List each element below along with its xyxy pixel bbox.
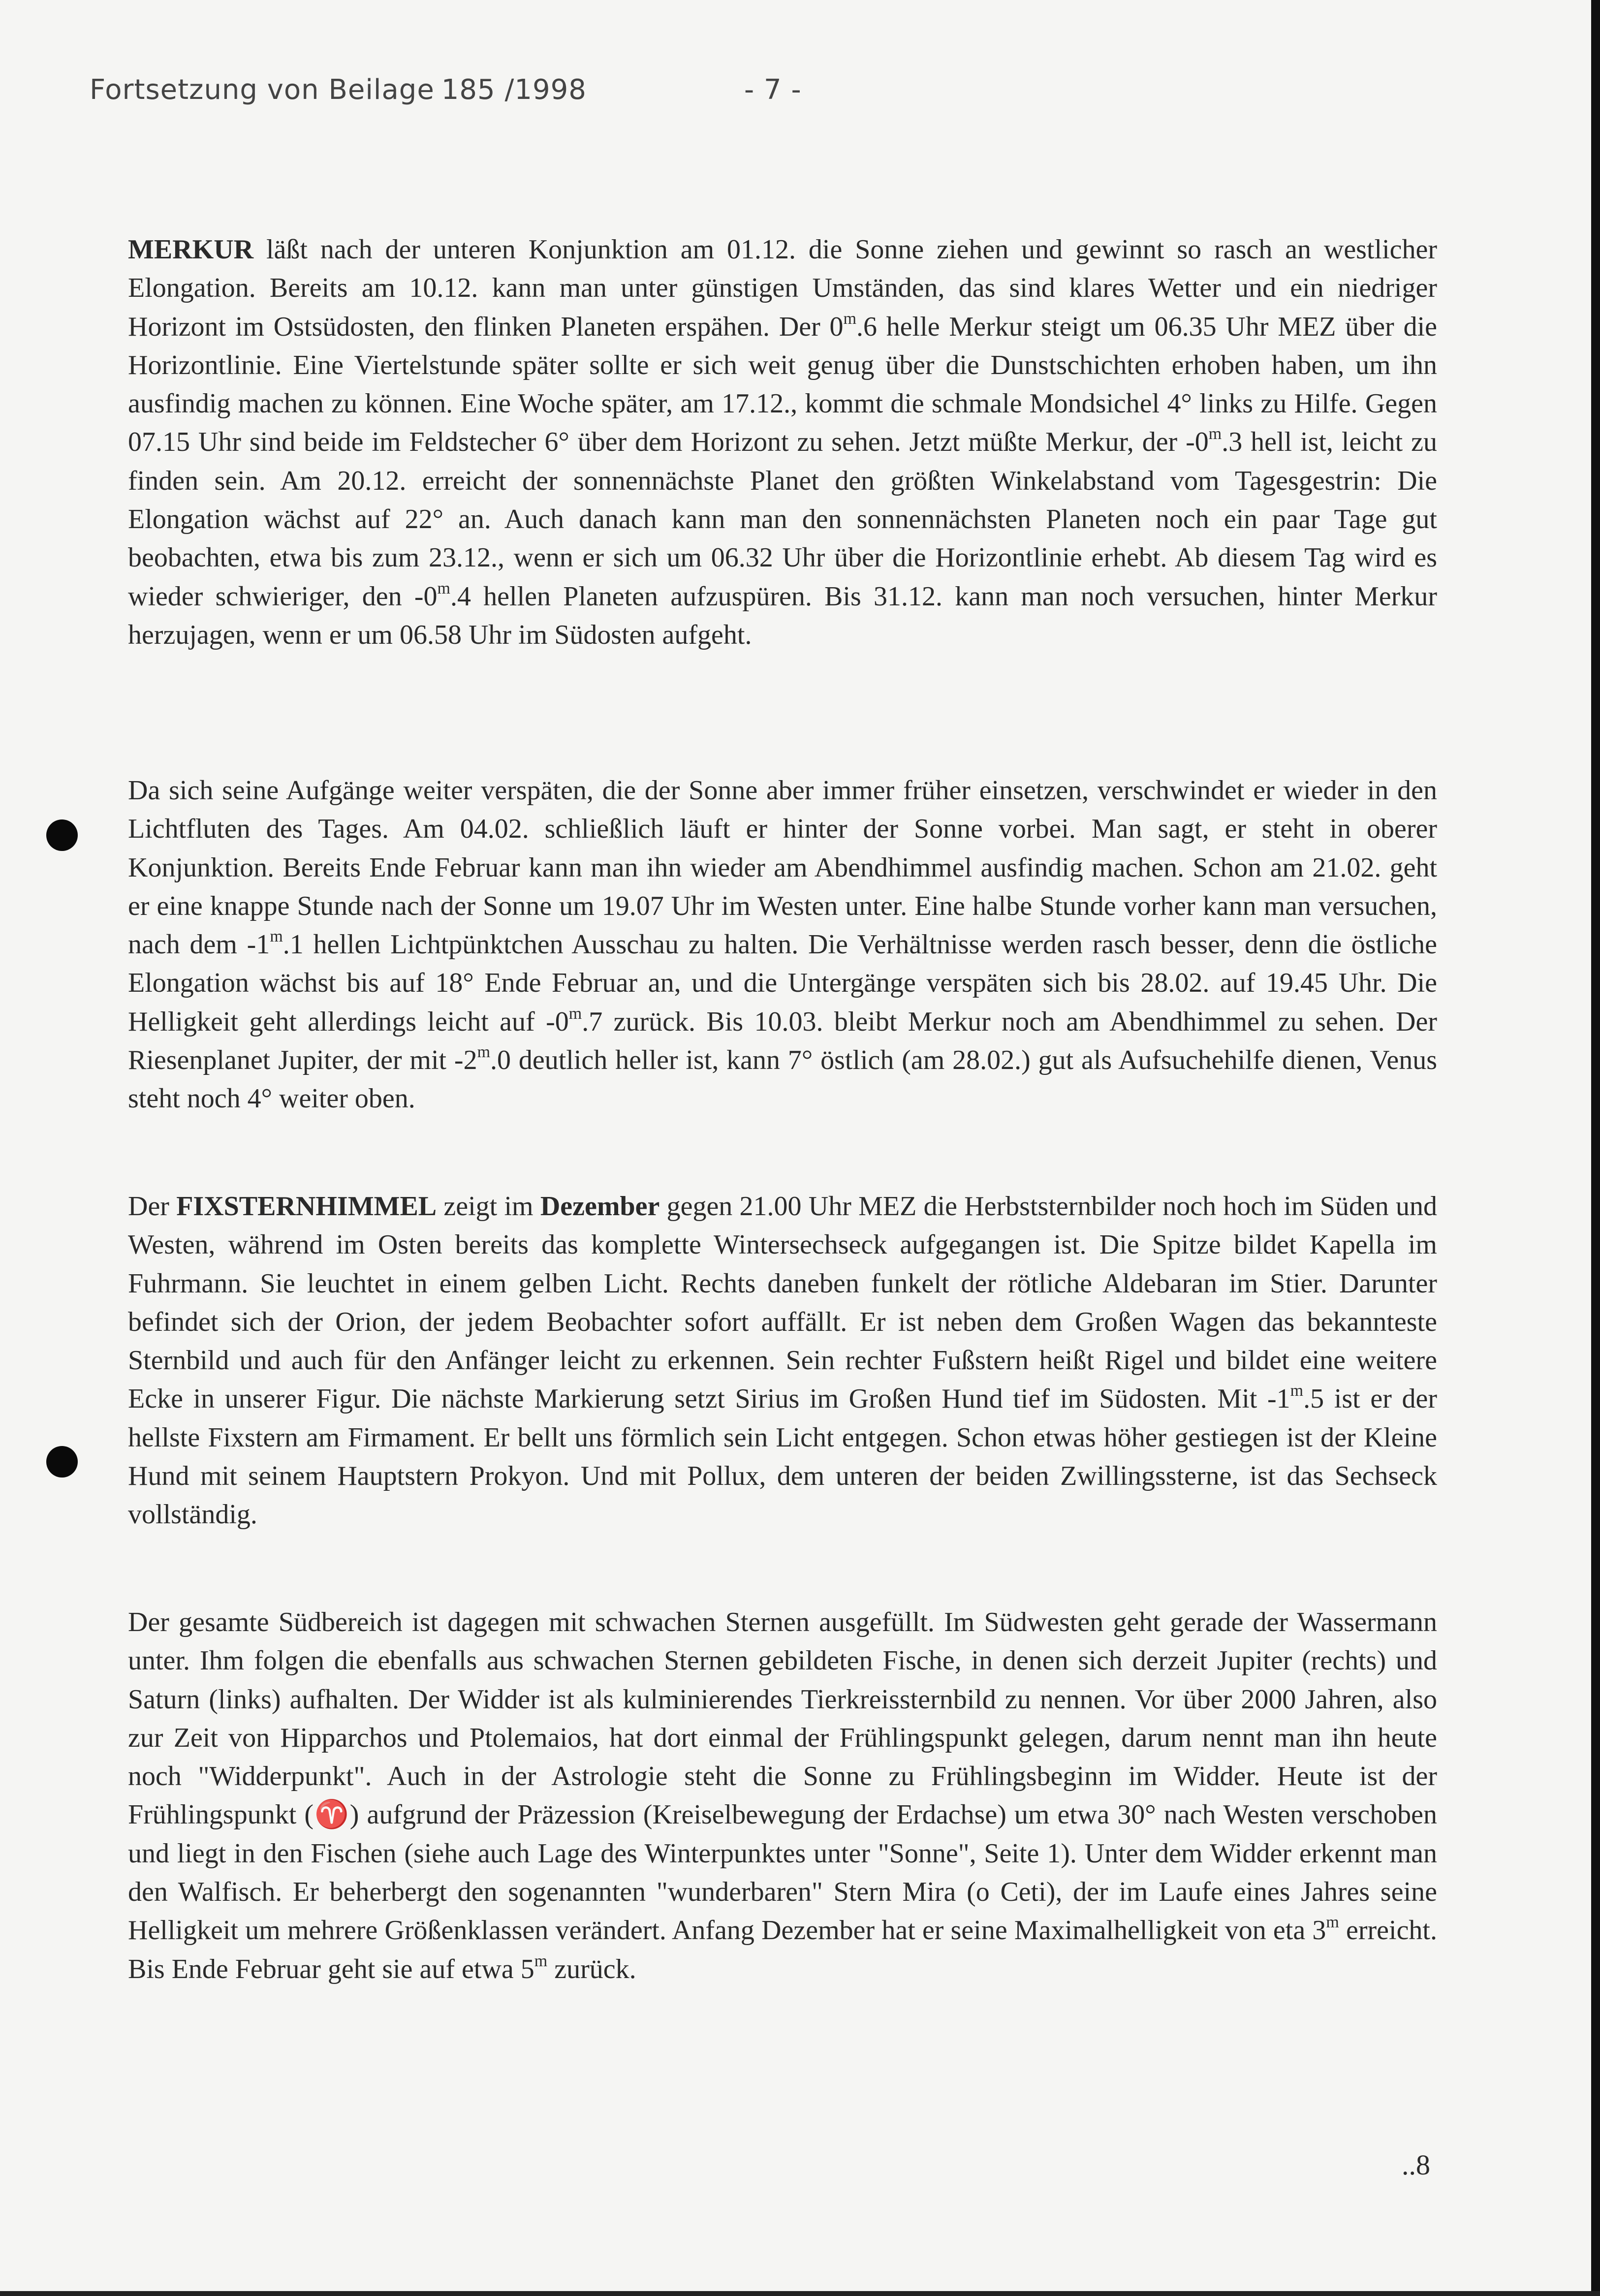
paragraph-suedbereich	[128, 1603, 1437, 1988]
heading-fixsternhimmel: FIXSTERNHIMMEL	[176, 1191, 437, 1222]
continuation-marker: ..8	[1402, 2149, 1430, 2181]
page-header	[90, 74, 802, 106]
page-marker: - 7 -	[744, 74, 802, 106]
heading-dezember: Dezember	[540, 1191, 660, 1222]
punch-hole	[46, 1446, 78, 1478]
scan-edge-bottom	[0, 2291, 1600, 2296]
header-number: 185 /1998	[441, 74, 587, 106]
paragraph-text: Der gesamte Südbereich ist dagegen mit schwachen Sternen ausgefüllt. Im Südwesten geht gerade der Wassermann unter. Ihm folgen die ebenfalls aus schwachen Sternen gebildeten Fische, in denen sich derzeit Jupiter (rechts) und Saturn (links) aufhalten. Der Widder ist als kulminierendes Tierkreissternbild zu nennen. Vor über 2000 Jahren, also zur Zeit von Hipparchos und Ptolemaios, hat dort einmal der Frühlingspunkt gelegen, darum nennt man ihn heute noch "Widderpunkt". Auch in der Astrologie steht die Sonne zu Frühlingsbeginn im Widder. Heute ist der Frühlingspunkt (♈) aufgrund der Präzession (Kreiselbewegung der Erdachse) um etwa 30° nach Westen verschoben und liegt in den Fischen (siehe auch Lage des Winterpunktes unter "Sonne", Seite 1). Unter dem Widder erkennt man den Walfisch. Er beherbergt den sogenannten "wunderbaren" Stern Mira (o Ceti), der im Laufe eines Jahres seine Helligkeit um mehrere Größenklassen verändert. Anfang Dezember hat er seine Maximalhelligkeit von eta 3$^m$ erreicht. Bis Ende Februar geht sie auf etwa 5$^m$ zurück.	[128, 1607, 1437, 1984]
heading-merkur: MERKUR	[128, 234, 254, 265]
paragraph-intro: Der	[128, 1191, 169, 1222]
paragraph-merkur-continued	[128, 771, 1437, 1118]
scan-edge-right	[1591, 0, 1600, 2296]
paragraph-text: Da sich seine Aufgänge weiter verspäten, die der Sonne aber immer früher einsetzen, verschwindet er wieder in den Lichtfluten des Tages. Am 04.02. schließlich läuft er hinter der Sonne vorbei. Man sagt, er steht in oberer Konjunktion. Bereits Ende Februar kann man ihn wieder am Abendhimmel ausfindig machen. Schon am 21.02. geht er eine knappe Stunde nach der Sonne um 19.07 Uhr im Westen unter. Eine halbe Stunde vorher kann man versuchen, nach dem -1$^m$.1 hellen Lichtpünktchen Ausschau zu halten. Die Verhältnisse werden rasch besser, denn die östliche Elongation wächst bis auf 18° Ende Februar an, und die Untergänge verspäten sich bis 28.02. auf 19.45 Uhr. Die Helligkeit geht allerdings leicht auf -0$^m$.7 zurück. Bis 10.03. bleibt Merkur noch am Abendhimmel zu sehen. Der Riesenplanet Jupiter, der mit -2$^m$.0 deutlich heller ist, kann 7° östlich (am 28.02.) gut als Aufsuchehilfe dienen, Venus steht noch 4° weiter oben.	[128, 775, 1437, 1114]
paragraph-merkur	[128, 230, 1437, 654]
paragraph-fixsternhimmel	[128, 1187, 1437, 1534]
header-prefix: Fortsetzung von Beilage	[90, 74, 435, 106]
paragraph-mid: zeigt im	[443, 1191, 533, 1222]
paragraph-text: gegen 21.00 Uhr MEZ die Herbststernbilder noch hoch im Süden und Westen, während im Osten bereits das komplette Wintersechseck aufgegangen ist. Die Spitze bildet Kapella im Fuhrmann. Sie leuchtet in einem gelben Licht. Rechts daneben funkelt der rötliche Aldebaran im Stier. Darunter befindet sich der Orion, der jedem Beobachter sofort auffällt. Er ist neben dem Großen Wagen das bekannteste Sternbild und auch für den Anfänger leicht zu erkennen. Sein rechter Fußstern heißt Rigel und bildet eine weitere Ecke in unserer Figur. Die nächste Markierung setzt Sirius im Großen Hund tief im Südosten. Mit -1$^m$.5 ist er der hellste Fixstern am Firmament. Er bellt uns förmlich sein Licht entgegen. Schon etwas höher gestiegen ist der Kleine Hund mit seinem Hauptstern Prokyon. Und mit Pollux, dem unteren der beiden Zwillingssterne, ist das Sechseck vollständig.	[128, 1191, 1438, 1530]
punch-hole	[46, 819, 78, 851]
paragraph-text: läßt nach der unteren Konjunktion am 01.12. die Sonne ziehen und gewinnt so rasch an westlicher Elongation. Bereits am 10.12. kann man unter günstigen Umständen, das sind klares Wetter und ein niedriger Horizont im Ostsüdosten, den flinken Planeten erspähen. Der 0$^m$.6 helle Merkur steigt um 06.35 Uhr MEZ über die Horizontlinie. Eine Viertelstunde später sollte er sich weit genug über die Dunstschichten erhoben haben, um ihn ausfindig machen zu können. Eine Woche später, am 17.12., kommt die schmale Mondsichel 4° links zu Hilfe. Gegen 07.15 Uhr sind beide im Feldstecher 6° über dem Horizont zu sehen. Jetzt müßte Merkur, der -0$^m$.3 hell ist, leicht zu finden sein. Am 20.12. erreicht der sonnennächste Planet den größten Winkelabstand vom Tagesgestrin: Die Elongation wächst auf 22° an. Auch danach kann man den sonnennächsten Planeten noch ein paar Tage gut beobachten, etwa bis zum 23.12., wenn er sich um 06.32 Uhr über die Horizontlinie erhebt. Ab diesem Tag wird es wieder schwieriger, den -0$^m$.4 hellen Planeten aufzuspüren. Bis 31.12. kann man noch versuchen, hinter Merkur herzujagen, wenn er um 06.58 Uhr im Südosten aufgeht.	[128, 234, 1438, 650]
